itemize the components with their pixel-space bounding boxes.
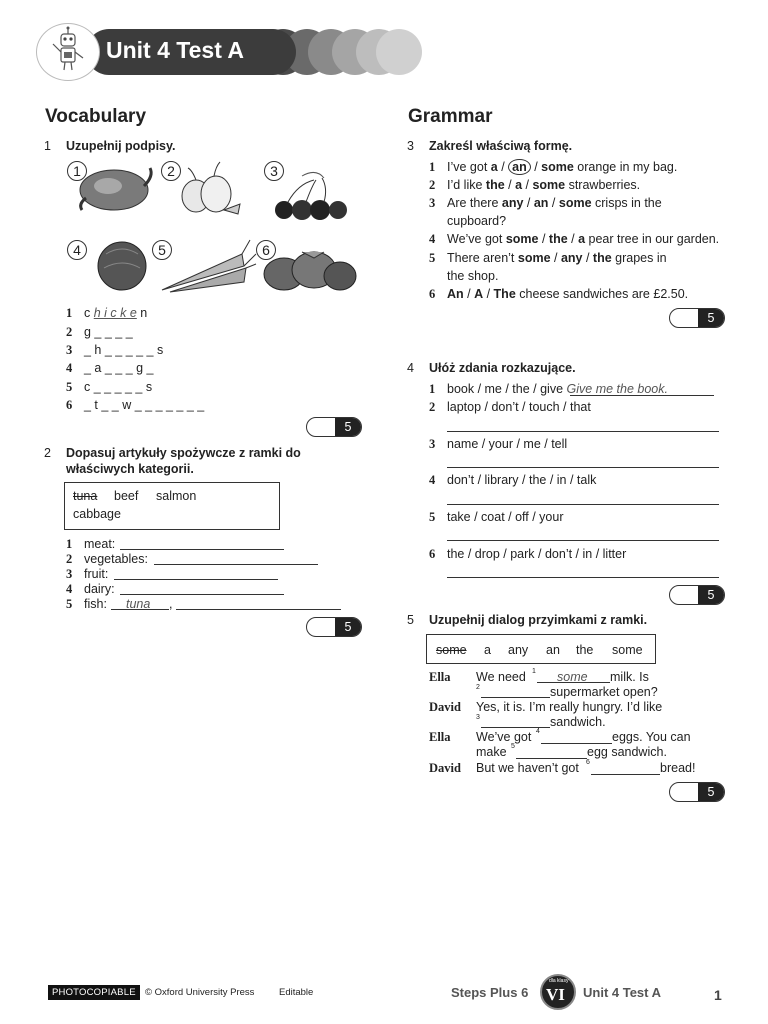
dialog-text: bread!: [660, 761, 696, 775]
q3-item-1[interactable]: I’ve got a / an / some orange in my bag.: [447, 160, 678, 174]
q2-comma: ,: [169, 597, 173, 611]
q4-answer-line-2[interactable]: [447, 431, 719, 432]
q5-number: 5: [407, 613, 414, 627]
gap-number: 5: [511, 743, 515, 750]
carrots-picture: [162, 240, 256, 292]
gap-number: 3: [476, 714, 480, 721]
q4-score: 5: [698, 586, 724, 604]
q5-word: an: [546, 643, 560, 657]
q1-item-1: c h i c k e n: [84, 306, 148, 320]
q2-item-number: 4: [66, 582, 73, 596]
q4-number: 4: [407, 361, 414, 375]
q5-score: 5: [698, 783, 724, 801]
q1-instruction: Uzupełnij podpisy.: [66, 139, 176, 153]
strawberries-picture: [264, 252, 356, 290]
q2-item-number: 5: [66, 597, 73, 611]
q2-score-box: [306, 617, 362, 637]
dialog-text: But we haven’t got: [476, 761, 579, 775]
dialog-text: make: [476, 745, 507, 759]
copyright-text: © Oxford University Press: [145, 987, 255, 998]
q5-word-crossed: some: [436, 643, 467, 657]
q3-item-5-cont: the shop.: [447, 269, 499, 283]
q4-item-1-answer: Give me the book.: [566, 382, 668, 396]
picture-number-6: 6: [256, 240, 276, 260]
q4-item-5: take / coat / off / your: [447, 510, 564, 524]
class-badge-label: dla klasy: [549, 978, 569, 984]
dialog-text: We need: [476, 670, 526, 684]
q2-instruction-line2: właściwych kategorii.: [66, 462, 194, 476]
garlic-picture: [182, 162, 240, 214]
q1-item-number: 4: [66, 361, 73, 375]
q3-item-number: 2: [429, 178, 436, 192]
q1-item-4[interactable]: _ a _ _ _ g _: [84, 361, 154, 375]
dialog-text: eggs. You can: [612, 730, 691, 744]
q5-word: a: [484, 643, 491, 657]
q2-answer-line-3[interactable]: [114, 579, 278, 580]
q3-number: 3: [407, 139, 414, 153]
q2-number: 2: [44, 446, 51, 460]
q2-item-label: fish:: [84, 597, 107, 611]
q1-item-number: 2: [66, 325, 73, 339]
q1-item-number: 1: [66, 306, 73, 320]
picture-number-4: 4: [67, 240, 87, 260]
q5-gap-2[interactable]: [481, 697, 550, 698]
q2-answer-line-2[interactable]: [154, 564, 318, 565]
dialog-text: Yes, it is. I’m really hungry. I’d like: [476, 700, 663, 714]
q4-item-3: name / your / me / tell: [447, 437, 568, 451]
q1-item-1-answer: h i c k e: [93, 306, 137, 320]
q4-item-number: 5: [429, 510, 436, 524]
q2-item-label: fruit:: [84, 567, 109, 581]
q4-answer-line-5[interactable]: [447, 540, 719, 541]
page-title: Unit 4 Test A: [106, 37, 245, 63]
q4-item-number: 4: [429, 473, 436, 487]
q3-item-number: 4: [429, 232, 436, 246]
q4-item-1: book / me / the / give Give me the book.: [447, 382, 668, 396]
q1-number: 1: [44, 139, 51, 153]
q1-item-number: 6: [66, 398, 73, 412]
q2-item-5-answer: tuna: [126, 597, 151, 611]
picture-number-2: 2: [161, 161, 181, 181]
q3-instruction: Zakreśl właściwą formę.: [429, 139, 573, 153]
dialog-text: supermarket open?: [550, 685, 658, 699]
picture-number-3: 3: [264, 161, 284, 181]
gap-number: 1: [532, 668, 536, 675]
q1-item-number: 3: [66, 343, 73, 357]
q2-item-label: vegetables:: [84, 552, 148, 566]
q1-score: 5: [335, 418, 361, 436]
q4-answer-line-1: [570, 395, 714, 396]
dialog-speaker: David: [429, 761, 461, 775]
food-pictures: [66, 158, 366, 298]
q2-item-number: 2: [66, 552, 73, 566]
q4-item-6: the / drop / park / don’t / in / litter: [447, 547, 627, 561]
q4-instruction: Ułóż zdania rozkazujące.: [429, 361, 576, 375]
q3-item-1-circled-answer: an: [508, 159, 531, 175]
q3-item-3-cont: cupboard?: [447, 214, 507, 228]
q2-item-label: dairy:: [84, 582, 115, 596]
q2-word: salmon: [156, 489, 197, 503]
dialog-speaker: David: [429, 700, 461, 714]
dialog-text: egg sandwich.: [587, 745, 667, 759]
q5-gap-5[interactable]: [516, 758, 587, 759]
dialog-text: We’ve got: [476, 730, 532, 744]
q2-instruction-line1: Dopasuj artykuły spożywcze z ramki do: [66, 446, 301, 460]
q4-score-box: [669, 585, 725, 605]
q3-item-number: 6: [429, 287, 436, 301]
q2-item-number: 3: [66, 567, 73, 581]
q1-item-5[interactable]: c _ _ _ _ _ s: [84, 380, 153, 394]
q2-word-crossed: tuna: [73, 489, 98, 503]
q1-item-2[interactable]: g _ _ _ _: [84, 325, 133, 339]
q2-item-label: meat:: [84, 537, 116, 551]
q5-word: some: [612, 643, 643, 657]
class-badge-roman: VI: [546, 985, 565, 1004]
q5-instruction: Uzupełnij dialog przyimkami z ramki.: [429, 613, 648, 627]
q4-item-number: 1: [429, 382, 436, 396]
q3-item-6[interactable]: An / A / The cheese sandwiches are £2.50.: [447, 287, 689, 301]
q1-item-number: 5: [66, 380, 73, 394]
gap-number: 4: [536, 728, 540, 735]
q3-item-number: 1: [429, 160, 436, 174]
q4-item-number: 3: [429, 437, 436, 451]
q4-item-4: don’t / library / the / in / talk: [447, 473, 597, 487]
q3-item-2[interactable]: I’d like the / a / some strawberries.: [447, 178, 641, 192]
q4-item-number: 2: [429, 400, 436, 414]
q5-gap-6[interactable]: [591, 774, 660, 775]
q4-answer-line-3[interactable]: [447, 467, 719, 468]
editable-text: Editable: [279, 987, 314, 998]
q5-word: the: [576, 643, 594, 657]
q1-item-6[interactable]: _ t _ _ w _ _ _ _ _ _ _: [84, 398, 205, 412]
q3-item-number: 3: [429, 196, 436, 210]
page-number: 1: [714, 987, 722, 1003]
footer-unit: Unit 4 Test A: [583, 985, 662, 1000]
dialog-text: milk. Is: [610, 670, 649, 684]
q2-word: beef: [114, 489, 139, 503]
q2-answer-line-4[interactable]: [120, 594, 284, 595]
q3-item-4[interactable]: We’ve got some / the / a pear tree in our garden.: [447, 232, 720, 246]
q2-item-number: 1: [66, 537, 73, 551]
cherries-picture: [275, 172, 347, 220]
q2-answer-line-5b[interactable]: [176, 609, 341, 610]
series-name: Steps Plus 6: [451, 985, 529, 1000]
q1-item-3[interactable]: _ h _ _ _ _ _ s: [84, 343, 164, 357]
vocabulary-heading: Vocabulary: [45, 106, 147, 127]
q2-score: 5: [335, 618, 361, 636]
photocopiable-badge: PHOTOCOPIABLE: [48, 985, 140, 1000]
q3-item-number: 5: [429, 251, 436, 265]
gap-number: 2: [476, 684, 480, 691]
q1-score-box: [306, 417, 362, 437]
q5-score-box: [669, 782, 725, 802]
dialog-speaker: Ella: [429, 730, 451, 744]
q4-item-number: 6: [429, 547, 436, 561]
q4-item-2: laptop / don’t / touch / that: [447, 400, 591, 414]
grammar-heading: Grammar: [408, 106, 493, 127]
q5-gap-1-answer: some: [557, 670, 588, 684]
gap-number: 6: [586, 759, 590, 766]
q3-score-box: [669, 308, 725, 328]
dialog-text: sandwich.: [550, 715, 606, 729]
picture-number-1: 1: [67, 161, 87, 181]
q4-answer-line-6[interactable]: [447, 577, 719, 578]
q3-item-3[interactable]: Are there any / an / some crisps in the: [447, 196, 662, 210]
q5-gap-4[interactable]: [541, 743, 612, 744]
cabbage-picture: [98, 242, 146, 290]
picture-number-5: 5: [152, 240, 172, 260]
q2-word: cabbage: [73, 507, 121, 521]
chicken-picture: [80, 168, 151, 210]
q5-word: any: [508, 643, 529, 657]
robot-mascot-icon: [36, 23, 100, 81]
q3-score: 5: [698, 309, 724, 327]
q4-answer-line-4[interactable]: [447, 504, 719, 505]
dialog-speaker: Ella: [429, 670, 451, 684]
q3-item-5[interactable]: There aren’t some / any / the grapes in: [447, 251, 667, 265]
q2-answer-line-1[interactable]: [120, 549, 284, 550]
